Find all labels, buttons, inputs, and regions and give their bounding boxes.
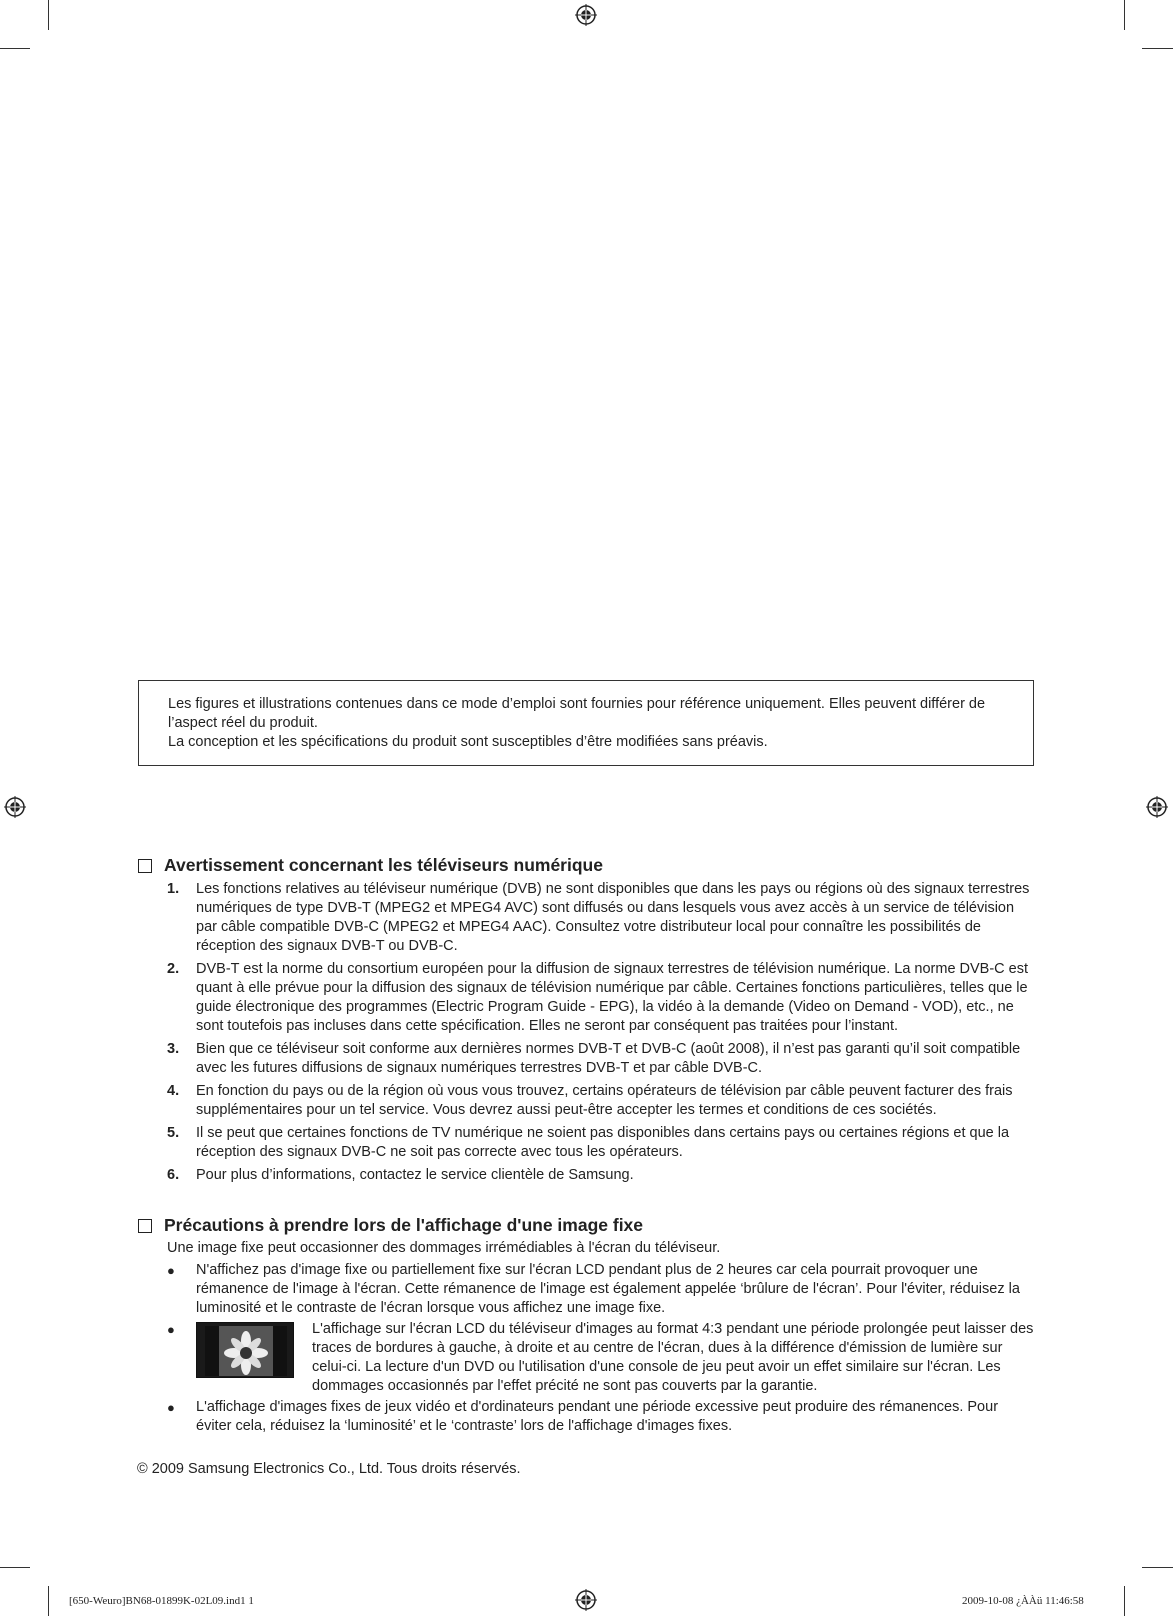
list-item-number: 3. (167, 1041, 180, 1057)
section-title-text: Précautions à prendre lors de l'affichage d'une image fixe (164, 1215, 644, 1235)
list-item-number: 4. (167, 1083, 180, 1099)
crop-mark-bottom-right-h (1142, 1567, 1173, 1568)
list-item (167, 1082, 1037, 1120)
list-item-number: 2. (167, 961, 180, 977)
section-title-still-image (138, 1215, 643, 1236)
list-item-number: 1. (167, 881, 180, 897)
bullet-icon: ● (167, 1322, 175, 1337)
list-item-text: DVB-T est la norme du consortium européen pour la diffusion de signaux terrestres de télévision numérique. La norme DVB-C est quant à elle prévue pour la diffusion des signaux de télévision numérique par câble. Certaines fonctions particulières, telles que le guide électronique des programmes (Electric Program Guide - EPG), la vidéo à la demande (Video on Demand - VOD), etc., ne sont toutefois pas incluses dans cette spécification. Elles ne seront par conséquent pas traitées pour l’instant. (196, 961, 1029, 1034)
registration-mark-icon (1146, 796, 1168, 818)
crop-mark-bottom-left-v (48, 1586, 49, 1616)
list-item (167, 1261, 1037, 1318)
list-item-text: En fonction du pays ou de la région où vous vous trouvez, certains opérateurs de télévision par câble peuvent facturer des frais supplémentaires pour un tel service. Vous devrez aussi peut-être accepter les termes et conditions de ces sociétés. (196, 1083, 1013, 1118)
list-item-number: 6. (167, 1167, 180, 1183)
disclaimer-box (138, 680, 1034, 766)
checkbox-square-icon (138, 859, 152, 873)
list-item-text: Il se peut que certaines fonctions de TV numérique ne soient pas disponibles dans certains pays ou certaines régions et que la réception des signaux DVB-C ne soit pas correcte avec tous les opérateurs. (196, 1125, 1010, 1160)
disclaimer-line-1: Les figures et illustrations contenues dans ce mode d’emploi sont fournies pour référence uniquement. Elles peuvent différer de l’aspect réel du produit. (168, 696, 986, 731)
crop-mark-top-left-v (48, 0, 49, 30)
crop-mark-bottom-right-v (1124, 1586, 1125, 1616)
still-image-intro: Une image fixe peut occasionner des dommages irrémédiables à l'écran du téléviseur. (167, 1240, 721, 1256)
still-image-precaution-list (167, 1261, 1037, 1438)
list-item (167, 1320, 1037, 1396)
list-item (167, 1124, 1037, 1162)
crop-mark-bottom-left-h (0, 1567, 30, 1568)
disclaimer-line-2: La conception et les spécifications du produit sont susceptibles d’être modifiées sans préavis. (168, 734, 768, 750)
list-item-number: 5. (167, 1125, 180, 1141)
list-item (167, 1040, 1037, 1078)
registration-mark-icon (4, 796, 26, 818)
crop-mark-top-left-h (0, 48, 30, 49)
list-item (167, 880, 1037, 956)
section-title-digital-tv (138, 855, 603, 876)
list-item (167, 960, 1037, 1036)
print-slug-filename: [650-Weuro]BN68-01899K-02L09.ind1 1 (69, 1595, 254, 1607)
section-title-text: Avertissement concernant les téléviseurs numérique (164, 855, 603, 875)
print-slug-timestamp: 2009-10-08 ¿ÀÀü 11:46:58 (962, 1595, 1084, 1607)
digital-tv-warning-list (167, 880, 1037, 1189)
list-item-text: Bien que ce téléviseur soit conforme aux dernières normes DVB-T et DVB-C (août 2008), il n’est pas garanti qu’il soit compatible avec les futures diffusions de signaux numériques terrestres DVB-T et par câble DVB-C. (196, 1041, 1021, 1076)
copyright-notice: © 2009 Samsung Electronics Co., Ltd. Tous droits réservés. (137, 1461, 521, 1477)
crop-mark-top-right-h (1142, 48, 1173, 49)
list-item-text: N'affichez pas d'image fixe ou partiellement fixe sur l'écran LCD pendant plus de 2 heures car cela pourrait provoquer une rémanence de l'image à l'écran. Cette rémanence de l'image est également appelée ‘brûlure de l'écran’. Pour l'éviter, réduisez la luminosité et le contraste de l'écran lorsque vous affichez une image fixe. (196, 1262, 1020, 1316)
registration-mark-icon (575, 1589, 597, 1611)
list-item (167, 1166, 1037, 1185)
bullet-icon: ● (167, 1263, 175, 1278)
crop-mark-top-right-v (1124, 0, 1125, 30)
list-item-text: Les fonctions relatives au téléviseur numérique (DVB) ne sont disponibles que dans les pays ou régions où des signaux terrestres numériques de type DVB-T (MPEG2 et MPEG4 AVC) sont diffusés ou dans lesquels vous avez accès à un service de télévision par câble compatible DVB-C (MPEG2 et MPEG4 AAC). Consultez votre distributeur local pour connaître les possibilités de réception des signaux DVB-T ou DVB-C. (196, 881, 1030, 954)
bullet-icon: ● (167, 1400, 175, 1415)
checkbox-square-icon (138, 1219, 152, 1233)
list-item (167, 1398, 1037, 1436)
list-item-text: Pour plus d’informations, contactez le service clientèle de Samsung. (196, 1167, 634, 1183)
flower-tv-thumbnail (196, 1322, 294, 1378)
list-item-text: L'affichage d'images fixes de jeux vidéo et d'ordinateurs pendant une période excessive peut produire des rémanences. Pour éviter cela, réduisez la ‘luminosité’ et le ‘contraste’ lors de l'affichage d'images fixes. (196, 1399, 999, 1434)
list-item-with-image (196, 1320, 1037, 1396)
registration-mark-icon (575, 4, 597, 26)
list-item-text: L'affichage sur l'écran LCD du téléviseur d'images au format 4:3 pendant une période prolongée peut laisser des traces de bordures à gauche, à droite et au centre de l'écran, dues à la différence d'émission de lumière sur celui-ci. La lecture d'un DVD ou l'utilisation d'une console de jeu peut avoir un effet similaire sur l'écran. Les dommages occasionnés par l'effet précité ne sont pas couverts par la garantie. (312, 1321, 1034, 1394)
